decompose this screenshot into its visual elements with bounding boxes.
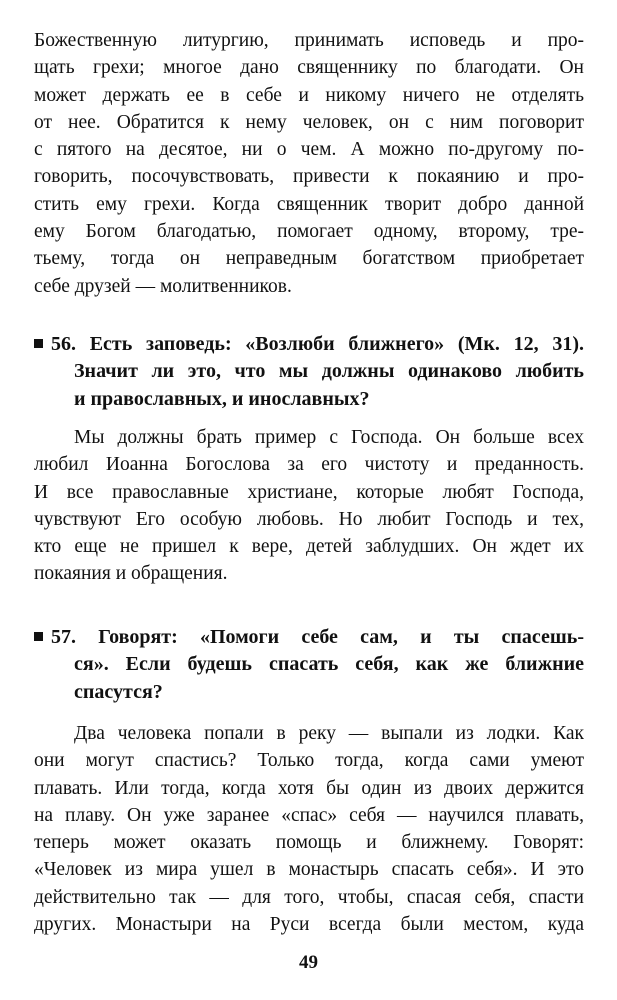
text-line: чувствуют Его особую любовь. Но любит Господь и тех,: [34, 508, 584, 530]
text-line: они могут спастись? Только тогда, когда сами умеют: [34, 750, 584, 772]
text-line: от нее. Обратится к нему человек, он с ним поговорит: [34, 111, 584, 133]
text-line: на плаву. Он уже заранее «спас» себя — научился плавать,: [34, 804, 584, 826]
text-line: «Человек из мира ушел в монастырь спасать себя». И это: [34, 859, 584, 881]
text-line: ему Богом благодатью, помогает одному, второму, тре-: [34, 221, 584, 243]
text-line: других. Монастыри на Руси всегда были местом, куда: [34, 914, 584, 936]
text-line: тьему, тогда он неправедным богатством приобретает: [34, 248, 584, 270]
text-line: с пятого на десятое, ни о чем. А можно по-другому по-: [34, 139, 584, 161]
text-line: теперь может оказать помощь и ближнему. Говорят:: [34, 832, 584, 854]
text-line: щать грехи; многое дано священнику по благодати. Он: [34, 57, 584, 79]
heading-line: 57. Говорят: «Помоги себе сам, и ты спасешь-: [51, 626, 584, 648]
text-line: Божественную литургию, принимать исповедь и про-: [34, 30, 584, 51]
heading-line: спасутся?: [74, 680, 163, 703]
bullet-square-icon: [34, 632, 43, 641]
heading-line: и православных, и инославных?: [74, 387, 370, 410]
text-line: Два человека попали в реку — выпали из лодки. Как: [74, 723, 584, 744]
text-line: может держать ее в себе и никому ничего не отделять: [34, 84, 584, 106]
answer-57: [34, 720, 584, 938]
text-line: кто еще не пришел к вере, детей заблудших. Он ждет их: [34, 536, 584, 558]
heading-line: ся». Если будешь спасать себя, как же ближние: [74, 653, 584, 676]
text-line: Мы должны брать пример с Господа. Он больше всех: [74, 427, 584, 448]
text-line: говорить, посочувствовать, привести к покаянию и про-: [34, 166, 584, 188]
question-57-heading: [34, 624, 584, 706]
question-56-heading: [34, 331, 584, 413]
paragraph-1: [34, 27, 584, 300]
heading-line: 56. Есть заповедь: «Возлюби ближнего» (Мк. 12, 31).: [51, 333, 584, 355]
text-line: стить ему грехи. Когда священник творит добро данной: [34, 193, 584, 215]
heading-line: Значит ли это, что мы должны одинаково любить: [74, 360, 584, 383]
text-line: себе друзей — молитвенников.: [34, 275, 292, 297]
text-line: покаяния и обращения.: [34, 563, 228, 585]
bullet-square-icon: [34, 339, 43, 348]
text-line: любил Иоанна Богослова за его чистоту и преданность.: [34, 454, 584, 476]
answer-56: [34, 424, 584, 588]
text-line: действительно так — для того, чтобы, спасая себя, спасти: [34, 886, 584, 908]
text-line: И все православные христиане, которые любят Господа,: [34, 481, 584, 503]
text-line: плавать. Или тогда, когда хотя бы один из двоих держится: [34, 777, 584, 799]
page-number: 49: [299, 952, 318, 973]
